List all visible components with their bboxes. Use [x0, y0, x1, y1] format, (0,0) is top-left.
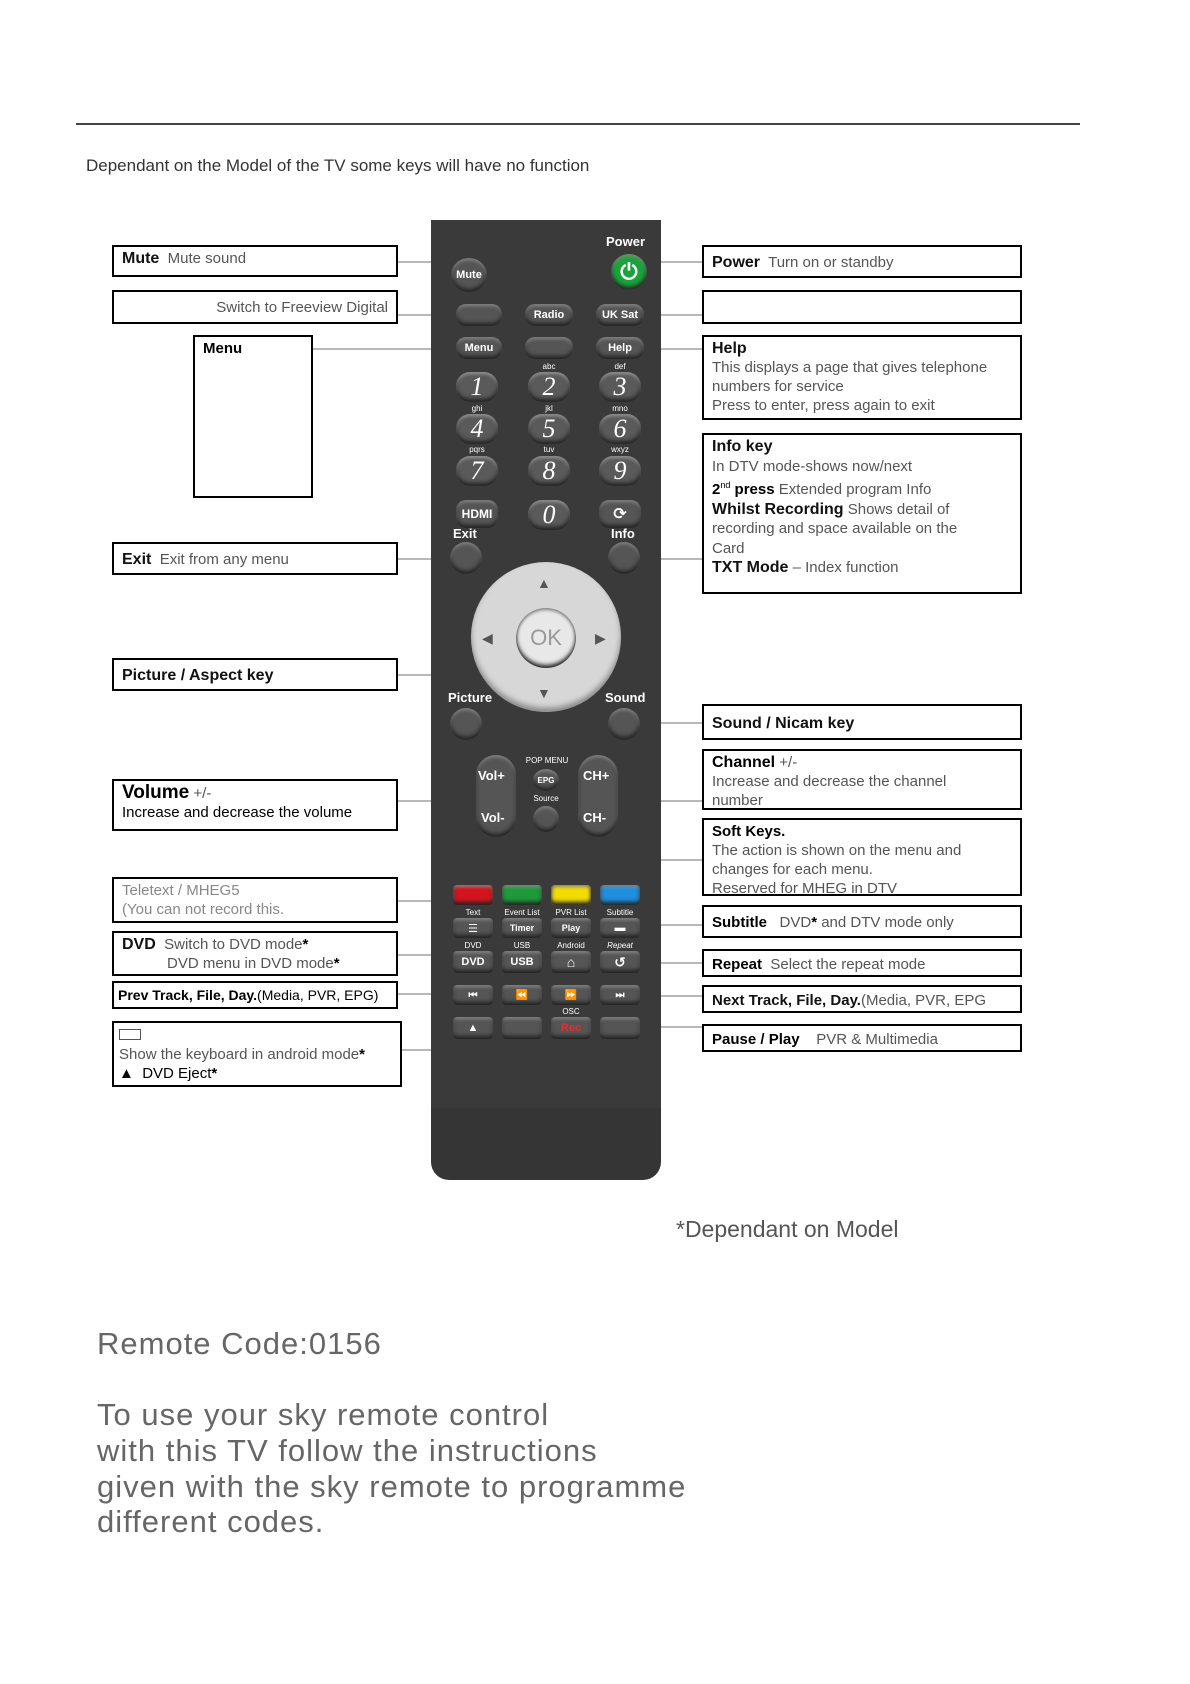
- instruction-line-4: different codes.: [97, 1504, 325, 1539]
- android-home-button[interactable]: ⌂: [551, 951, 591, 973]
- digit-9-button[interactable]: 9: [599, 456, 641, 486]
- intro-text: Dependant on the Model of the TV some keys will have no function: [86, 156, 590, 175]
- digit-1-button[interactable]: 1: [456, 372, 498, 402]
- label-next-track: Next Track, File, Day.(Media, PVR, EPG: [702, 985, 1022, 1013]
- right-arrow-icon[interactable]: ▶: [595, 630, 606, 646]
- mute-button[interactable]: Mute: [451, 258, 487, 292]
- usb-button[interactable]: USB: [502, 951, 542, 973]
- prev-track-button[interactable]: ⏮: [453, 985, 493, 1005]
- rewind-button[interactable]: ⏪: [502, 985, 542, 1005]
- label-channel: Channel +/- Increase and decrease the channel number: [702, 749, 1022, 810]
- digit-7-button[interactable]: 7: [456, 456, 498, 486]
- label-sound: Sound / Nicam key: [702, 704, 1022, 740]
- label-power: Power Turn on or standby: [702, 245, 1022, 278]
- digit-0-button[interactable]: 0: [528, 500, 570, 530]
- model-note: *Dependant on Model: [676, 1216, 899, 1242]
- label-teletext: Teletext / MHEG5 (You can not record this.: [112, 877, 398, 923]
- instruction-line-3: given with the sky remote to programme: [97, 1469, 687, 1504]
- blank-button[interactable]: [525, 337, 573, 359]
- green-button[interactable]: [502, 885, 542, 905]
- source-button[interactable]: [533, 806, 559, 832]
- repeat-button[interactable]: ↺: [600, 951, 640, 973]
- digit-4-button[interactable]: 4: [456, 414, 498, 444]
- up-arrow-icon[interactable]: ▲: [537, 575, 551, 591]
- menu-button[interactable]: Menu: [456, 337, 502, 359]
- label-info: Info key In DTV mode-shows now/next 2nd press Extended program Info Whilst Recording Shows detail of recording and space available on the Card TXT Mode – Index function: [702, 433, 1022, 594]
- instruction-line-1: To use your sky remote control: [97, 1397, 550, 1432]
- eject-icon: ▲: [119, 1065, 134, 1082]
- info-button[interactable]: [608, 542, 640, 574]
- eject-button[interactable]: ▲: [453, 1017, 493, 1039]
- down-arrow-icon[interactable]: ▼: [537, 685, 551, 701]
- label-pause-play: Pause / Play PVR & Multimedia: [702, 1024, 1022, 1052]
- label-picture: Picture / Aspect key: [112, 658, 398, 691]
- power-button[interactable]: ⏻: [611, 254, 647, 290]
- fast-forward-button[interactable]: ⏩: [551, 985, 591, 1005]
- label-repeat: Repeat Select the repeat mode: [702, 949, 1022, 977]
- picture-button[interactable]: [450, 708, 482, 740]
- label-prev-track: Prev Track, File, Day.(Media, PVR, EPG): [112, 981, 398, 1009]
- label-mute: Mute Mute sound: [112, 245, 398, 277]
- swap-button[interactable]: ⟳: [599, 500, 641, 528]
- label-help: Help This displays a page that gives telephone numbers for service Press to enter, press again to exit: [702, 335, 1022, 420]
- label-menu: Menu: [193, 335, 313, 498]
- digit-6-button[interactable]: 6: [599, 414, 641, 444]
- freeview-button[interactable]: [456, 304, 502, 326]
- sound-button[interactable]: [608, 708, 640, 740]
- epg-button[interactable]: EPG: [533, 769, 559, 791]
- label-subtitle: Subtitle DVD* and DTV mode only: [702, 905, 1022, 938]
- remote-code: Remote Code:0156: [97, 1326, 382, 1361]
- radio-button[interactable]: Radio: [525, 304, 573, 326]
- label-keyboard: Show the keyboard in android mode* ▲ DVD Eject*: [112, 1021, 402, 1087]
- uksat-button[interactable]: UK Sat: [596, 304, 644, 326]
- digit-8-button[interactable]: 8: [528, 456, 570, 486]
- record-button[interactable]: Rec: [551, 1017, 591, 1039]
- label-uksat: [702, 290, 1022, 324]
- stop-button[interactable]: [502, 1017, 542, 1039]
- dvd-button[interactable]: DVD: [453, 951, 493, 973]
- label-dvd: DVD Switch to DVD mode* DVD menu in DVD mode*: [112, 931, 398, 976]
- label-soft-keys: Soft Keys. The action is shown on the menu and changes for each menu. Reserved for MHEG in DTV: [702, 818, 1022, 896]
- yellow-button[interactable]: [551, 885, 591, 905]
- remote-base: [431, 1108, 661, 1180]
- text-button[interactable]: ☰: [453, 918, 493, 938]
- red-button[interactable]: [453, 885, 493, 905]
- header-rule: [76, 123, 1080, 125]
- ok-button[interactable]: OK: [516, 608, 576, 668]
- pause-play-button[interactable]: [600, 1017, 640, 1039]
- label-freeview: Switch to Freeview Digital: [112, 290, 398, 324]
- label-exit: Exit Exit from any menu: [112, 542, 398, 575]
- remote-control: Power ⏻ Mute Radio UK Sat Menu Help abc def 1 2 3 ghi jkl mno 4 5 6 pqrs tuv wxyz 7 8 9 HDMI 0 ⟳ Exit Info OK ▲ ▼ ◀ ▶ Picture Sound Vol+ Vol- CH+ CH- POP MENU EPG Source Text Event List PVR List Subtitle ☰ Timer Play ▬ DVD USB Android Repeat DVD USB ⌂ ↺ ⏮ ⏪ ⏩ ⏭ OSC ▲ Rec: [431, 220, 661, 1180]
- help-button[interactable]: Help: [596, 337, 644, 359]
- digit-5-button[interactable]: 5: [528, 414, 570, 444]
- label-volume: Volume +/- Increase and decrease the volume: [112, 779, 398, 831]
- timer-button[interactable]: Timer: [502, 918, 542, 938]
- left-arrow-icon[interactable]: ◀: [482, 630, 493, 646]
- keyboard-icon: [119, 1029, 141, 1040]
- digit-2-button[interactable]: 2: [528, 372, 570, 402]
- instruction-line-2: with this TV follow the instructions: [97, 1433, 598, 1468]
- blue-button[interactable]: [600, 885, 640, 905]
- play-list-button[interactable]: Play: [551, 918, 591, 938]
- exit-button[interactable]: [450, 542, 482, 574]
- subtitle-button[interactable]: ▬: [600, 918, 640, 938]
- hdmi-button[interactable]: HDMI: [456, 500, 498, 528]
- digit-3-button[interactable]: 3: [599, 372, 641, 402]
- next-track-button[interactable]: ⏭: [600, 985, 640, 1005]
